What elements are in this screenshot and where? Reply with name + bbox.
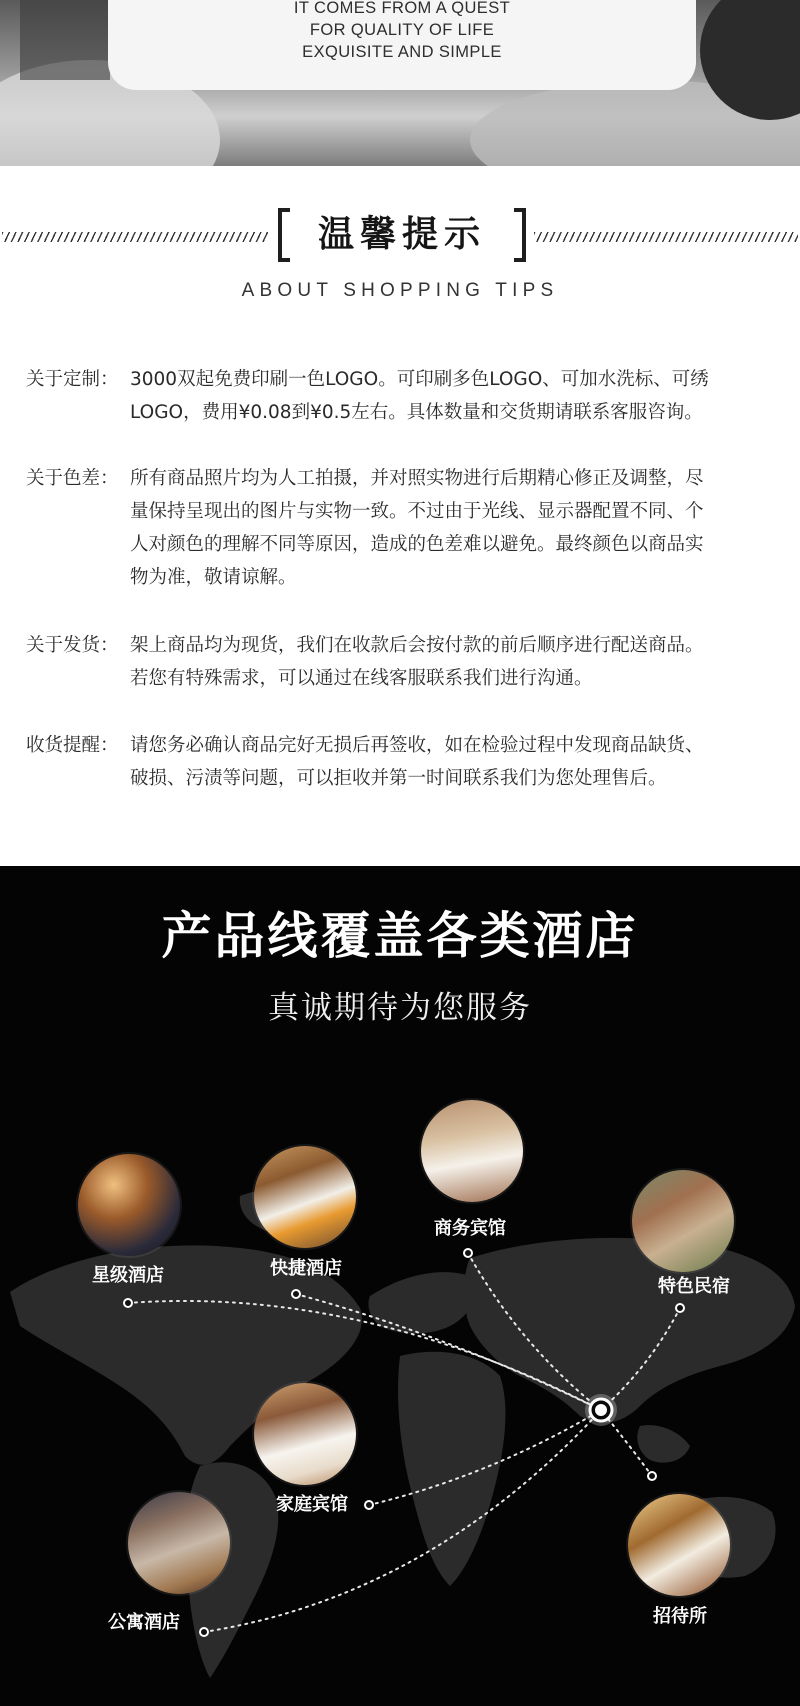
tip-line: 若您有特殊需求，可以通过在线客服联系我们进行沟通。 (130, 668, 593, 689)
dot-star-hotel (124, 1299, 132, 1307)
hub-dot (595, 1404, 607, 1416)
tips-heading (0, 208, 800, 268)
tip-line: 人对颜色的理解不同等原因，造成的色差难以避免。最终颜色以商品实 (130, 534, 704, 555)
tip-line: 物为准，敬请谅解。 (130, 567, 297, 588)
hero-photo-lamp (20, 0, 110, 80)
dot-business-hotel (464, 1249, 472, 1257)
tip-label: 收货提醒： (26, 735, 119, 756)
tip-label: 关于色差： (26, 468, 119, 489)
map-asia (464, 1238, 795, 1423)
bracket-right-icon (514, 208, 526, 262)
tip-line: 架上商品均为现货，我们在收款后会按付款的前后顺序进行配送商品。 (130, 635, 704, 656)
dot-express-hotel (292, 1290, 300, 1298)
hotels-title: 产品线覆盖各类酒店 (161, 907, 639, 965)
dot-guesthouse (648, 1472, 656, 1480)
tip-line: 量保持呈现出的图片与实物一致。不过由于光线、显示器配置不同、个 (130, 501, 704, 522)
dot-apartment-hotel (200, 1628, 208, 1636)
tip-label: 关于定制： (26, 369, 119, 390)
category-business-hotel: 商务宾馆 (434, 1218, 506, 1239)
hatch-divider-left (2, 232, 268, 242)
hero-banner (0, 0, 800, 166)
category-guesthouse: 招待所 (653, 1606, 707, 1627)
tip-line: LOGO，费用¥0.08到¥0.5左右。具体数量和交货期请联系客服咨询。 (130, 402, 703, 423)
map-southeast-asia (637, 1425, 690, 1463)
photo-homestay (632, 1170, 734, 1272)
dot-family-hotel (365, 1501, 373, 1509)
tip-line: 请您务必确认商品完好无损后再签收，如在检验过程中发现商品缺货、 (130, 735, 704, 756)
photo-express-hotel (254, 1146, 356, 1248)
hotel-coverage-section (0, 866, 800, 1706)
tip-line: 3000双起免费印刷一色LOGO。可印刷多色LOGO、可加水洗标、可绣 (130, 369, 709, 390)
tip-text (130, 363, 800, 429)
tip-text (130, 462, 800, 594)
tip-label: 关于发货： (26, 635, 119, 656)
hatch-divider-right (534, 232, 798, 242)
photo-apartment-hotel (128, 1492, 230, 1594)
tip-text (130, 629, 800, 695)
tip-line: 破损、污渍等问题，可以拒收并第一时间联系我们为您处理售后。 (130, 768, 667, 789)
tip-line: 所有商品照片均为人工拍摄，并对照实物进行后期精心修正及调整，尽 (130, 468, 704, 489)
photo-star-hotel (78, 1154, 180, 1256)
category-family-hotel: 家庭宾馆 (276, 1494, 348, 1515)
category-homestay: 特色民宿 (658, 1276, 730, 1297)
hotels-subtitle: 真诚期待为您服务 (268, 990, 532, 1026)
tips-title: 温馨提示 (317, 214, 486, 255)
category-apartment-hotel: 公寓酒店 (108, 1612, 180, 1633)
hero-line: IT COMES FROM A QUEST (293, 0, 511, 17)
tip-text (130, 729, 800, 795)
hero-slogan (108, 0, 696, 63)
photo-family-hotel (254, 1383, 356, 1485)
map-europe (368, 1272, 473, 1333)
hero-line: FOR QUALITY OF LIFE (309, 21, 495, 39)
bracket-left-icon (278, 208, 290, 262)
hero-line: EXQUISITE AND SIMPLE (302, 43, 502, 61)
tips-subtitle: ABOUT SHOPPING TIPS (241, 280, 559, 301)
map-africa (398, 1352, 505, 1586)
category-star-hotel: 星级酒店 (92, 1265, 164, 1286)
category-express-hotel: 快捷酒店 (270, 1258, 342, 1279)
photo-guesthouse (628, 1494, 730, 1596)
photo-business-hotel (421, 1100, 523, 1202)
dot-homestay (676, 1304, 684, 1312)
